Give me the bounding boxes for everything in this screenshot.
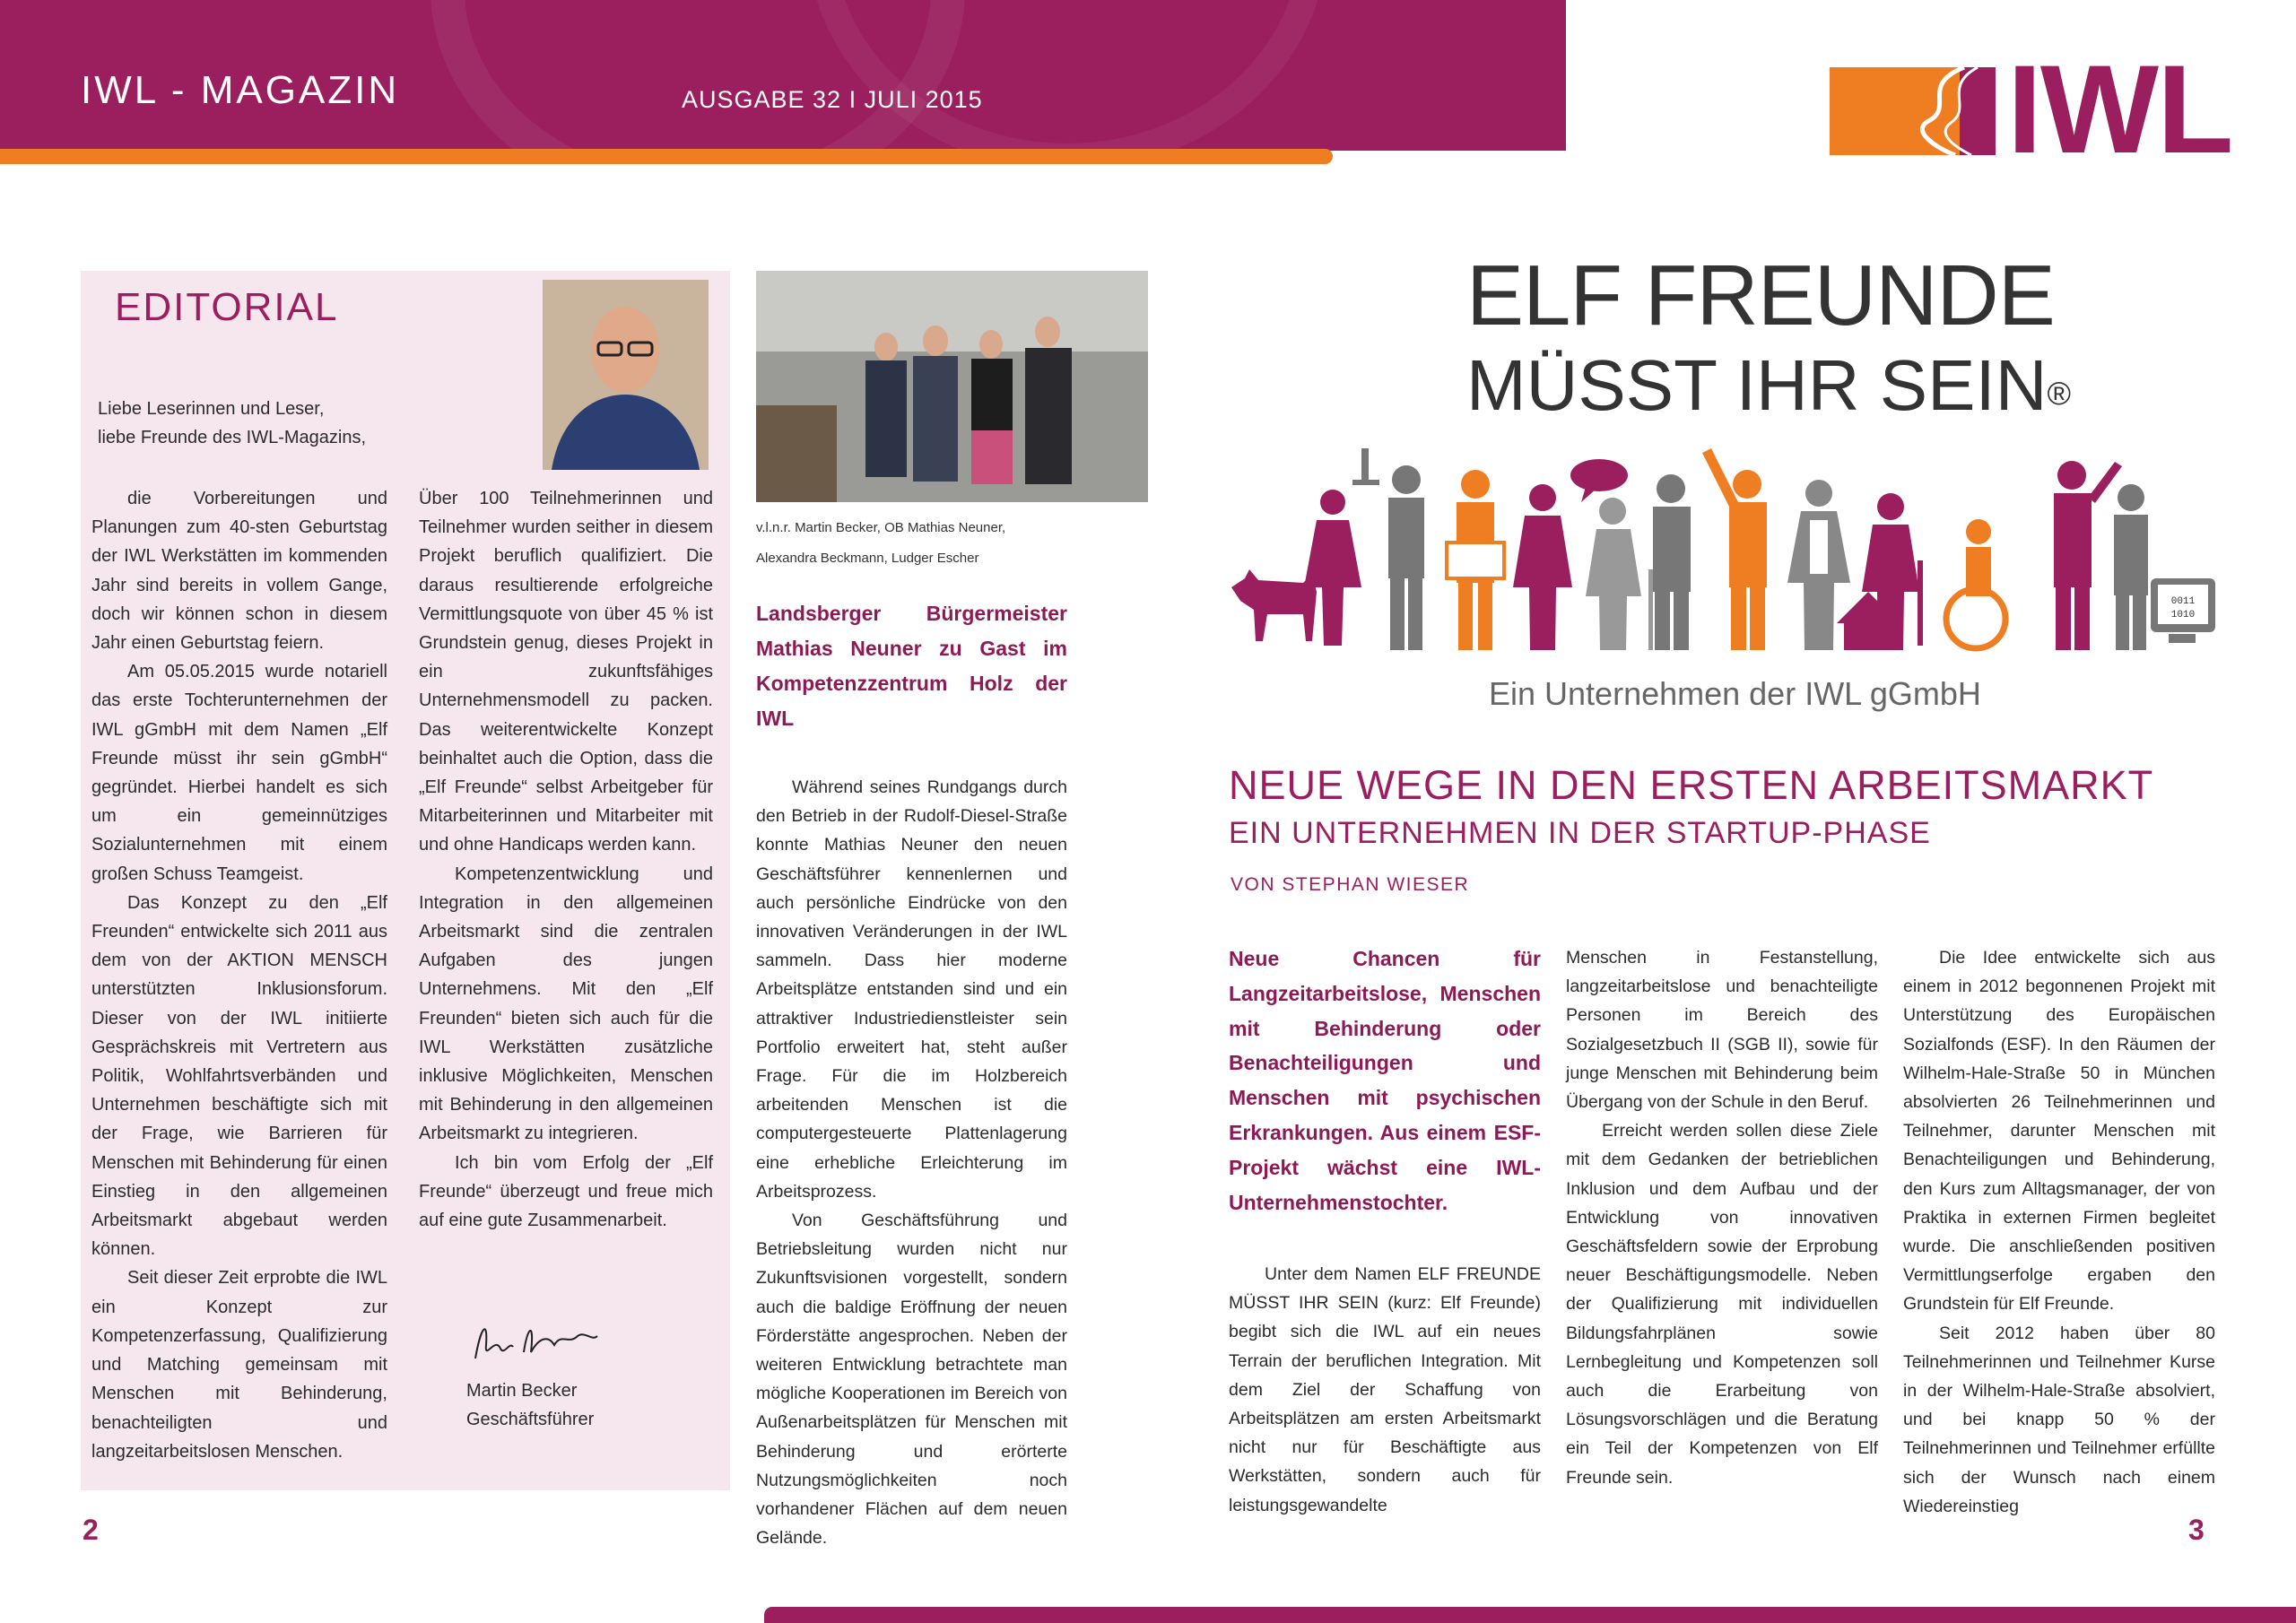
paragraph: Erreicht werden sollen diese Ziele mit dem Gedanken der betrieblichen Inklusion und dem Aufbau und der Entwicklung von innovativen Geschäftsfeldern sowie der Erprobung neuer Beschäftigungsmodelle. Neben der Qualifizierung mit individuellen Bildungsfahrplänen sowie Lernbegleitung und Kompetenzen soll auch die Erarbeitung von Lösungsvorschlägen und die Beratung ein Teil der Kompetenzen von Elf Freunde sein. xyxy=(1566,1121,1878,1488)
paragraph: Seit dieser Zeit erprobte die IWL ein Konzept zur Kompetenzerfassung, Qualifizierung und Matching gemeinsam mit Menschen mit Behinderung, benachteiligten und langzeitarbeitslosen Menschen. xyxy=(91,1268,387,1462)
speech-bubble-icon xyxy=(1570,459,1628,502)
author-portrait-icon xyxy=(543,280,709,470)
people-illustration xyxy=(1227,435,2222,655)
article-lead: Neue Chancen für Langzeitarbeitslose, Menschen mit Behinderung oder Benachteiligungen und Menschen mit psychischen Erkrankungen. Aus einem ESF-Projekt wächst eine IWL-Unternehmenstochter. xyxy=(1229,947,1541,1214)
magazine-title: IWL - MAGAZIN xyxy=(81,68,400,112)
footer-bar xyxy=(764,1607,2296,1623)
signature-role: Geschäftsführer xyxy=(466,1410,595,1429)
middle-headline: Landsberger Bürgermeister Mathias Neuner zu Gast im Kompetenzzentrum Holz der IWL xyxy=(756,602,1067,730)
editorial-column-2 xyxy=(419,484,713,1235)
cook-icon xyxy=(1513,484,1572,650)
editorial-column-1 xyxy=(91,484,387,1466)
greeting-line: liebe Freunde des IWL-Magazins, xyxy=(98,428,367,447)
header-orange-stripe xyxy=(0,149,1333,164)
photo-caption xyxy=(756,513,1005,574)
article-column-a xyxy=(1229,1260,1541,1520)
accordion-player-icon xyxy=(1447,470,1504,650)
paragraph: Am 05.05.2015 wurde notariell das erste Tochterunternehmen der IWL gGmbH mit dem Namen „Elf Freunde müsst ihr sein gGmbH“ gegründet. Hierbei handelt es sich um ein gemeinnütziges Sozialunternehmen mit einem großen Schuss Teamgeist. xyxy=(91,662,387,884)
paragraph: Von Geschäftsführung und Betriebsleitung wurden nicht nur Zukunftsvisionen vorgestellt, sondern auch die baldige Eröffnung der neuen Förderstätte angesprochen. Neben der weiteren Entwicklung betrachtete man mögliche Kooperationen im Bereich von Außenarbeitsplätzen für Menschen mit Behinderung und erörterte Nutzungsmöglichkeiten noch vorhandener Flächen auf dem neuen Gelände. xyxy=(756,1211,1067,1549)
signature-name: Martin Becker xyxy=(466,1381,578,1401)
article-headline: NEUE WEGE IN DEN ERSTEN ARBEITSMARKT xyxy=(1229,762,2154,808)
paragraph: Das Konzept zu den „Elf Freunden“ entwickelte sich 2011 aus dem von der AKTION MENSCH unterstützten Inklusionsforum. Dieser von der IWL initiierte Gesprächskreis mit Vertretern aus Politik, Wohlfahrtsverbänden und Unternehmen beschäftigte sich mit der Frage, wie Barrieren für Menschen mit Behinderung für einen Einstieg in den allgemeinen Arbeitsmarkt abgebaut werden können. xyxy=(91,892,387,1260)
author-photo xyxy=(543,280,709,470)
elf-freunde-subtitle xyxy=(1466,345,2072,425)
waiter-icon xyxy=(1352,448,1424,650)
paragraph: Seit 2012 haben über 80 Teilnehmerinnen und Teilnehmer Kurse in der Wilhelm-Hale-Straße absolviert, und bei knapp 50 % der Teilnehmerinnen und Teilnehmer erfüllte sich der Wunsch nach einem Wiedereinstieg xyxy=(1903,1323,2215,1516)
article-author: VON STEPHAN WIESER xyxy=(1231,874,1470,895)
logo-text: IWL xyxy=(2007,39,2232,179)
paragraph: Während seines Rundgangs durch den Betrieb in der Rudolf-Diesel-Straße konnte Mathias Neuner den neuen Geschäftsführer kennenlernen und auch persönliche Eindrücke von den innovativen Veränderungen in der IWL sammeln. Dass hier moderne Arbeitsplätze entstanden sind und ein attraktiver Industriedienstleister sein Portfolio erweitert hat, steht außer Frage. Für die im Holzbereich arbeitenden Menschen ist die computergesteuerte Plattenlagerung eine erhebliche Erleichterung im Arbeitsprozess. xyxy=(756,777,1067,1202)
group-photo-icon xyxy=(756,271,1148,502)
editorial-title: EDITORIAL xyxy=(115,285,339,329)
paragraph: Unter dem Namen ELF FREUNDE MÜSST IHR SEIN (kurz: Elf Freunde) begibt sich die IWL auf ein neues Terrain der beruflichen Integration. Mit dem Ziel der Schaffung von Arbeitsplätzen am ersten Arbeitsmarkt nicht nur für Beschäftigte aus Werkstätten, sondern auch für leistungsgewandelte xyxy=(1229,1264,1541,1515)
issue-label: AUSGABE 32 I JULI 2015 xyxy=(682,86,983,113)
computer-screen-text: 1010 xyxy=(2170,610,2196,621)
mechanic-icon xyxy=(2054,461,2122,650)
page-number-left: 2 xyxy=(83,1514,99,1546)
wheelchair-user-icon xyxy=(1946,519,2005,648)
elderly-icon xyxy=(1586,498,1653,650)
registered-mark: ® xyxy=(2047,375,2072,412)
paragraph: Kompetenzentwicklung und Integration in den allgemeinen Arbeitsmarkt sind die zentralen Aufgaben des jungen Unternehmens. Mit den „Elf Freunden“ bieten sich auch für die IWL Werkstätten zusätzliche inklusive Möglichkeiten, Menschen mit Behinderung in den allgemeinen Arbeitsmarkt zu integrieren. xyxy=(419,864,713,1144)
signature-icon xyxy=(468,1309,603,1372)
caption-line: v.l.n.r. Martin Becker, OB Mathias Neuner, xyxy=(756,520,1006,535)
greeting-line: Liebe Leserinnen und Leser, xyxy=(98,399,325,419)
paragraph: Über 100 Teilnehmerinnen und Teilnehmer wurden seither in diesem Projekt beruflich qualifiziert. Die daraus resultierende erfolgreiche Vermittlungsquote von über 45 % ist Grundstein genug, dieses Projekt in ein zukunftsfähiges Unternehmensmodell zu packen. Das weiterentwickelte Konzept beinhaltet auch die Option, dass die „Elf Freunde“ selbst Arbeitgeber für Mitarbeiterinnen und Mitarbeiter mit und ohne Handicaps werden kann. xyxy=(419,489,713,855)
page-number-right: 3 xyxy=(2188,1514,2205,1546)
elf-freunde-title: ELF FREUNDE xyxy=(1466,247,2055,343)
article-column-b xyxy=(1566,943,1878,1492)
worker-cheering-icon xyxy=(1702,448,1767,650)
dog-icon xyxy=(1231,569,1317,641)
elf-freunde-subtitle-text: MÜSST IHR SEIN xyxy=(1466,345,2048,425)
elf-freunde-tagline: Ein Unternehmen der IWL gGmbH xyxy=(1489,675,1981,712)
group-photo xyxy=(756,271,1148,502)
middle-column-body xyxy=(756,773,1067,1552)
signature-block xyxy=(466,1376,594,1434)
article-subheadline: EIN UNTERNEHMEN IN DER STARTUP-PHASE xyxy=(1229,816,1931,850)
paragraph: Die Idee entwickelte sich aus einem in 2012 begonnenen Projekt mit Unterstützung des Europäischen Sozialfonds (ESF). In den Räumen der Wilhelm-Hale-Straße 50 in München absolvierten 26 Teilnehmerinnen und Teilnehmer, darunter Menschen mit Benachteiligungen und Behinderung, den Kurs zum Alltagsmanager, der von Praktika in externen Firmen begleitet wurde. Die anschließenden positiven Vermittlungserfolge ergaben den Grundstein für Elf Freunde. xyxy=(1903,948,2215,1315)
businessman-icon xyxy=(2114,484,2148,650)
computer-screen-text: 0011 xyxy=(2170,596,2196,607)
paragraph: Ich bin vom Erfolg der „Elf Freunde“ überzeugt und freue mich auf eine gute Zusammenarbeit. xyxy=(419,1152,713,1231)
logo-swirl-icon xyxy=(1901,67,1991,155)
man-icon xyxy=(1653,474,1691,650)
paragraph: die Vorbereitungen und Planungen zum 40-sten Geburtstag der IWL Werkstätten im kommenden Jahr sind bereits in vollem Gange, doch wir können schon in diesem Jahr einen Geburtstag feiern. xyxy=(91,489,387,654)
article-column-c xyxy=(1903,943,2215,1521)
maid-icon xyxy=(1787,480,1850,650)
caption-line: Alexandra Beckmann, Ludger Escher xyxy=(756,551,979,566)
paragraph: Menschen in Festanstellung, langzeitarbeitslose und benachteiligte Personen im Bereich des Sozialgesetzbuch II (SGB II), sowie für junge Menschen mit Behinderung beim Übergang von der Schule in den Beruf. xyxy=(1566,948,1878,1113)
